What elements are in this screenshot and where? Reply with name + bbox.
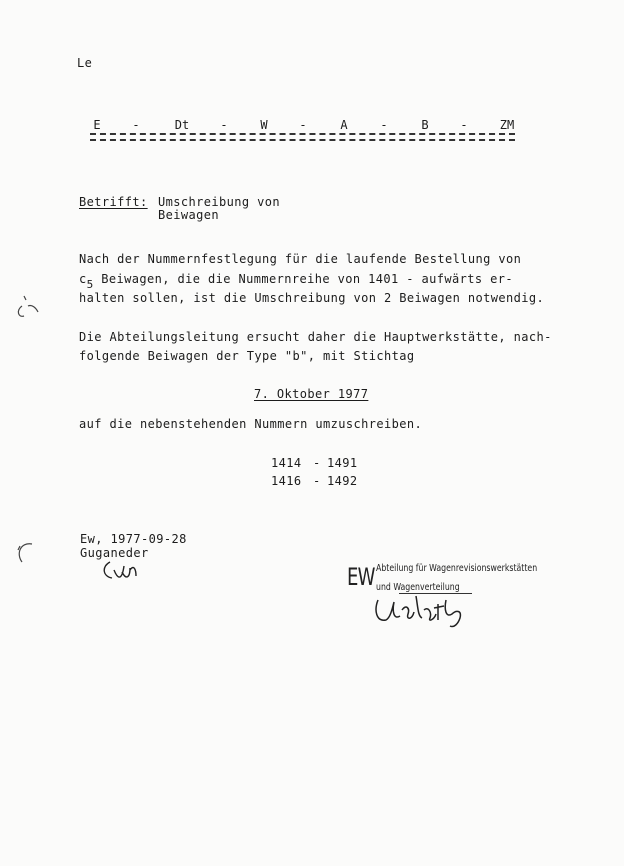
distribution-item: E [93, 118, 101, 132]
subject-line: Umschreibung von [158, 195, 280, 209]
body-text-line: Nach der Nummernfestlegung für die laufende Bestellung von [79, 252, 522, 266]
old-number: 1414 [271, 456, 302, 470]
body-text-line: auf die nebenstehenden Nummern umzuschreiben. [79, 417, 423, 431]
body-text-segment: Beiwagen, die die Nummernreihe von 1401 - aufwärts er- [93, 272, 514, 286]
number-separator: - [313, 474, 321, 488]
number-separator: - [313, 456, 321, 470]
subject-label: Betrifft: [79, 195, 148, 209]
reference-line: Ew, 1977-09-28 [80, 532, 187, 546]
subject-line: Beiwagen [158, 208, 219, 222]
effective-date: 7. Oktober 1977 [254, 387, 369, 401]
new-number: 1491 [327, 456, 358, 470]
stamp-line: und Wagenverteilung [376, 582, 460, 593]
old-number: 1416 [271, 474, 302, 488]
distribution-item: Dt [174, 118, 190, 132]
stamp-line: Abteilung für Wagenrevisionswerkstätten [376, 563, 538, 574]
distribution-separator: - [460, 118, 468, 132]
signature-icon [372, 590, 472, 630]
margin-mark-icon [14, 538, 40, 568]
body-text-line: halten sollen, ist die Umschreibung von 2 Beiwagen notwendig. [79, 291, 545, 305]
stamp-abbreviation: EW [347, 563, 375, 591]
new-number: 1492 [327, 474, 358, 488]
body-text-line [79, 272, 514, 291]
class-subscript: 5 [86, 278, 94, 291]
distribution-separator: - [132, 118, 140, 132]
distribution-item: B [421, 118, 429, 132]
margin-mark-icon [14, 292, 40, 322]
distribution-separator: - [380, 118, 388, 132]
distribution-item: W [260, 118, 268, 132]
handwritten-initials-icon [100, 558, 140, 588]
distribution-separator: - [299, 118, 307, 132]
class-letter: c [79, 272, 87, 286]
distribution-item: A [340, 118, 348, 132]
body-text-line: folgende Beiwagen der Type "b", mit Stichtag [79, 349, 415, 363]
distribution-item: ZM [499, 118, 515, 132]
double-rule-divider [90, 133, 515, 141]
distribution-separator: - [220, 118, 228, 132]
body-text-line: Die Abteilungsleitung ersucht daher die Hauptwerkstätte, nach- [79, 330, 552, 344]
author-name: Guganeder [80, 546, 149, 560]
initials: Le [77, 56, 93, 70]
